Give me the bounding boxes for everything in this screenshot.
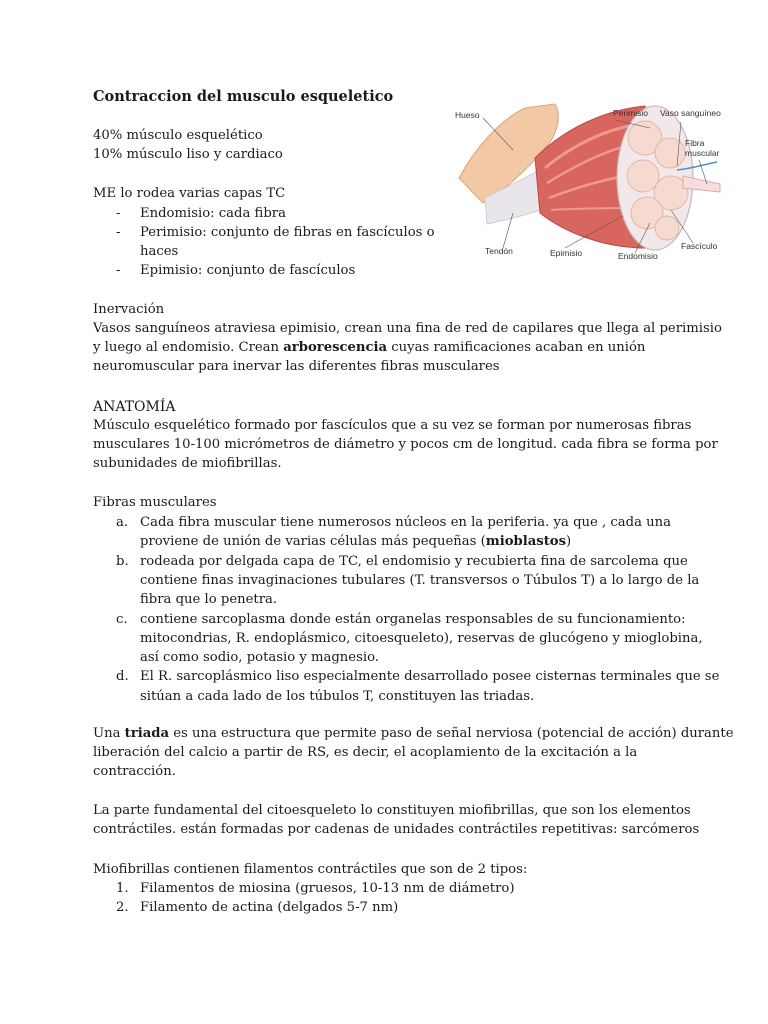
list-text: contiene sarcoplasma donde están organelas responsables de su funcionamiento:	[140, 611, 686, 627]
fibras-item	[116, 610, 703, 668]
list-marker: 1.	[116, 881, 129, 896]
list-text: mitocondrias, R. endoplásmico, citoesqueleto), reservas de glucógeno y mioglobina,	[140, 630, 703, 646]
section-heading: ANATOMÍA	[93, 399, 176, 415]
label-hueso: Hueso	[455, 110, 480, 120]
text-line: Una triada es una estructura que permite paso de señal nerviosa (potencial de acción) durante	[93, 726, 734, 741]
page-title: Contraccion del musculo esqueletico	[93, 88, 394, 105]
label-vaso: Vaso sanguíneo	[660, 108, 721, 118]
bold-term: triada	[124, 726, 170, 741]
miofibrillas-item	[116, 898, 536, 918]
list-text: proviene de unión de varias células más pequeñas (mioblastos)	[140, 534, 572, 550]
text-line: musculares 10-100 micrómetros de diámetro y pocos cm de longitud. cada fibra se forma por	[93, 437, 718, 452]
miofibrillas-intro: Miofibrillas contienen filamentos contráctiles que son de 2 tipos:	[93, 862, 528, 877]
label-endomisio: Endomisio	[618, 251, 658, 261]
section-heading: Inervación	[93, 302, 165, 317]
list-text: rodeada por delgada capa de TC, el endomisio y recubierta fina de sarcolema que	[140, 553, 688, 569]
list-marker: -	[116, 206, 121, 221]
label-fibra: Fibra muscular	[685, 138, 720, 158]
list-text: Perimisio: conjunto de fibras en fascículos o	[140, 225, 435, 240]
text-line: y luego al endomisio. Crean arborescencia cuyas ramificaciones acaban en unión	[93, 340, 646, 355]
list-marker: c.	[116, 611, 128, 627]
citoesqueleto-paragraph	[93, 801, 699, 839]
text-line: Vasos sanguíneos atraviesa epimisio, crean una fina de red de capilares que llega al perimisio	[93, 321, 722, 336]
list-text: así como sodio, potasio y magnesio.	[140, 650, 379, 666]
list-text: haces	[140, 244, 179, 259]
list-text: Filamentos de miosina (gruesos, 10-13 nm de diámetro)	[140, 881, 515, 896]
list-text: Endomisio: cada fibra	[140, 206, 286, 221]
miofibrillas-item	[116, 879, 536, 899]
bold-term: arborescencia	[283, 340, 388, 355]
text-line: neuromuscular para inervar las diferentes fibras musculares	[93, 359, 500, 374]
label-tendon: Tendón	[485, 246, 513, 256]
fibras-item	[116, 667, 720, 706]
text-line: contracción.	[93, 764, 176, 779]
layer-item	[116, 223, 436, 263]
fibras-item	[116, 552, 700, 610]
bold-term: mioblastos	[485, 534, 567, 550]
section-heading: Fibras musculares	[93, 495, 217, 510]
list-marker: 2.	[116, 900, 129, 915]
list-marker: a.	[116, 515, 129, 530]
list-marker: -	[116, 225, 121, 240]
anatomia-paragraph	[93, 416, 718, 473]
list-text: contiene finas invaginaciones tubulares (T. transversos o Túbulos T) a lo largo de la	[140, 572, 700, 588]
list-text: Epimisio: conjunto de fascículos	[140, 263, 356, 278]
triada-paragraph	[93, 724, 734, 781]
label-perimisio: Perimisio	[613, 108, 648, 118]
composition-line: 40% músculo esquelético	[93, 128, 263, 143]
list-text: sitúan a cada lado de los túbulos T, constituyen las triadas.	[140, 688, 535, 704]
figure-labels	[445, 98, 755, 268]
label-fasciculo: Fascículo	[681, 241, 718, 251]
fibras-item	[116, 513, 676, 552]
me-intro: ME lo rodea varias capas TC	[93, 186, 286, 201]
composition-line: 10% músculo liso y cardiaco	[93, 147, 283, 162]
inervacion-paragraph	[93, 319, 722, 376]
list-text: Filamento de actina (delgados 5-7 nm)	[140, 900, 399, 915]
list-marker: -	[116, 263, 121, 278]
list-marker: d.	[116, 669, 129, 685]
label-epimisio: Epimisio	[550, 248, 583, 258]
list-text: Cada fibra muscular tiene numerosos núcleos en la periferia. ya que , cada una	[140, 515, 671, 530]
text-line: Músculo esquelético formado por fascículos que a su vez se forman por numerosas fibras	[93, 418, 692, 433]
text-line: contráctiles. están formadas por cadenas de unidades contráctiles repetitivas: sarcómeros	[93, 822, 700, 837]
list-marker: b.	[116, 553, 129, 569]
list-text: fibra que lo penetra.	[140, 592, 278, 608]
text-line: liberación del calcio a partir de RS, es decir, el acoplamiento de la excitación a la	[93, 745, 638, 760]
layer-item	[116, 261, 436, 281]
list-text: El R. sarcoplásmico liso especialmente desarrollado posee cisternas terminales que se	[140, 669, 720, 685]
text-line: La parte fundamental del citoesqueleto lo constituyen miofibrillas, que son los elementos	[93, 803, 691, 818]
layer-item	[116, 204, 436, 224]
text-line: subunidades de miofibrillas.	[93, 456, 282, 471]
